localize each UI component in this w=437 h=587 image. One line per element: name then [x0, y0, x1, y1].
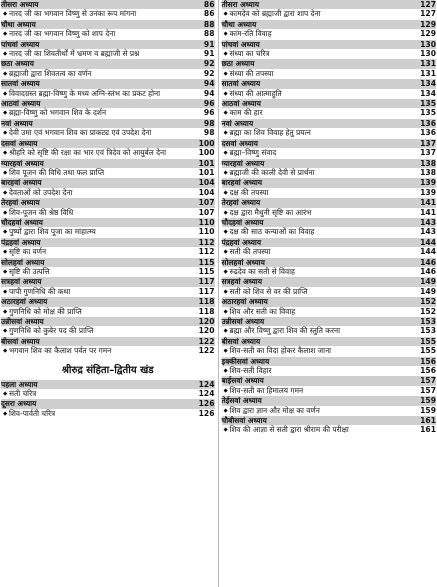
- chapter-topic: ◆ काम-रति विवाह: [224, 29, 419, 39]
- chapter-topic: ◆ सृष्टि की उत्पत्ति: [3, 267, 197, 277]
- chapter-title: सोलहवां अध्याय: [1, 257, 45, 267]
- chapter-topic: ◆ शिव की आज्ञा से सती द्वारा श्रीराम की परीक्षा: [224, 425, 419, 435]
- page-number: 91: [203, 39, 215, 49]
- page-number: 88: [203, 29, 215, 39]
- chapter-heading-row: [1, 337, 215, 346]
- page-number: 157: [420, 385, 436, 395]
- chapter-heading-row: [222, 159, 437, 168]
- chapter-topic: ◆ सती को शिव से वर की प्राप्ति: [224, 287, 419, 297]
- chapter-heading-row: [1, 20, 215, 29]
- chapter-topic-row: [1, 227, 215, 237]
- page-number: 137: [420, 138, 436, 148]
- page-number: 91: [203, 49, 215, 59]
- chapter-heading-row: [1, 297, 215, 306]
- page-number: 129: [420, 19, 436, 29]
- chapter-heading-row: [222, 79, 437, 88]
- page-number: 159: [420, 405, 436, 415]
- chapter-topic-row: [222, 366, 437, 376]
- chapter-title: चौथा अध्याय: [1, 19, 36, 29]
- page-number: 153: [420, 326, 436, 336]
- page-number: 115: [198, 266, 215, 276]
- chapter-title: पांचवां अध्याय: [1, 39, 40, 49]
- chapter-title: पंद्रहवां अध्याय: [221, 237, 262, 247]
- page-number: 156: [420, 366, 436, 376]
- chapter-heading-row: [1, 218, 215, 227]
- chapter-topic: ◆ शिव-सती का विदा होकर कैलाश जाना: [224, 346, 419, 356]
- chapter-topic: ◆ संध्या की आत्माहुति: [224, 89, 419, 99]
- chapter-heading-row: [1, 399, 215, 408]
- chapter-topic: ◆ दक्ष द्वारा मैथुनी सृष्टि का आरंभ: [224, 208, 419, 218]
- chapter-heading-row: [1, 159, 215, 168]
- chapter-topic-row: [222, 346, 437, 356]
- chapter-topic: ◆ देवी उमा एवं भगवान शिव का प्राकट्य एवं उपदेश देना: [3, 128, 197, 138]
- chapter-topic-row: [1, 108, 215, 118]
- chapter-topic-row: [1, 168, 215, 178]
- chapter-title: ग्यारहवां अध्याय: [1, 158, 44, 168]
- chapter-topic: ◆ सृष्टि का वर्णन: [3, 247, 197, 257]
- chapter-topic: ◆ शिव-सती का हिमालय गमन: [224, 386, 419, 396]
- page-number: 149: [420, 286, 436, 296]
- chapter-topic-row: [1, 9, 215, 19]
- chapter-heading-row: [1, 380, 215, 389]
- chapter-title: बारहवां अध्याय: [221, 178, 263, 188]
- page-number: 149: [420, 277, 436, 287]
- chapter-title: तीसरा अध्याय: [221, 0, 260, 9]
- chapter-title: ग्यारहवां अध्याय: [221, 158, 265, 168]
- chapter-topic-row: [222, 307, 437, 317]
- chapter-heading-row: [222, 20, 437, 29]
- chapter-topic: ◆ कामदेव को ब्रह्माजी द्वारा शाप देना: [224, 9, 419, 19]
- page-number: 137: [420, 148, 436, 158]
- chapter-topic: ◆ संध्या की तपस्या: [224, 69, 419, 79]
- page-number: 122: [198, 346, 215, 356]
- page-number: 138: [420, 158, 436, 168]
- chapter-topic-row: [1, 128, 215, 138]
- chapter-heading-row: [1, 79, 215, 88]
- chapter-heading-row: [222, 258, 437, 267]
- chapter-topic-row: [222, 227, 437, 237]
- page-number: 141: [420, 207, 436, 217]
- chapter-heading-row: [222, 178, 437, 187]
- chapter-title: नवां अध्याय: [1, 118, 33, 128]
- chapter-heading-row: [1, 40, 215, 49]
- chapter-heading-row: [1, 99, 215, 108]
- chapter-topic-row: [1, 267, 215, 277]
- chapter-heading-row: [1, 59, 215, 68]
- chapter-title: बीसवां अध्याय: [1, 336, 40, 346]
- chapter-topic: ◆ विवादग्रस्त ब्रह्मा-विष्णु के मध्य अग्नि-स्तंभ का प्रकट होना: [3, 89, 197, 99]
- chapter-heading-row: [1, 258, 215, 267]
- toc-list-left-section2: [1, 380, 215, 420]
- chapter-topic: ◆ शिव-पूजन की श्रेष्ठ विधि: [3, 208, 197, 218]
- chapter-topic: ◆ काम की हार: [224, 108, 419, 118]
- chapter-topic-row: [1, 188, 215, 198]
- chapter-title: बाईसवां अध्याय: [221, 376, 264, 386]
- toc-right-column: [219, 0, 437, 587]
- chapter-title: चौदहवां अध्याय: [1, 217, 43, 227]
- chapter-topic: ◆ दक्ष की तपस्या: [224, 188, 419, 198]
- chapter-topic: ◆ भगवान शिव का कैलाश पर्वत पर गमन: [3, 346, 197, 356]
- chapter-title: छठा अध्याय: [1, 59, 34, 69]
- chapter-heading-row: [222, 139, 437, 148]
- chapter-title: दसवां अध्याय: [221, 138, 258, 148]
- page-number: 112: [198, 237, 215, 247]
- chapter-topic-row: [1, 346, 215, 356]
- chapter-heading-row: [222, 40, 437, 49]
- page-number: 122: [198, 336, 215, 346]
- page-number: 104: [198, 187, 215, 197]
- chapter-topic-row: [1, 208, 215, 218]
- chapter-topic-row: [1, 148, 215, 158]
- chapter-topic-row: [222, 108, 437, 118]
- page-number: 136: [420, 118, 436, 128]
- chapter-topic: ◆ शिव द्वारा ज्ञान और मोक्ष का वर्णन: [224, 406, 419, 416]
- chapter-topic: ◆ नारद जी का शिवतीर्थों में भ्रमण व ब्रह्माजी से प्रश्न: [3, 49, 197, 59]
- chapter-title: उन्नीसवां अध्याय: [221, 317, 265, 326]
- chapter-topic: ◆ पापी गुणनिधि की कथा: [3, 287, 197, 297]
- chapter-topic-row: [222, 168, 437, 178]
- page-number: 118: [198, 297, 215, 307]
- page-number: 110: [198, 227, 215, 237]
- chapter-topic-row: [222, 9, 437, 19]
- chapter-heading-row: [1, 238, 215, 247]
- chapter-topic-row: [1, 89, 215, 99]
- chapter-topic: ◆ सती चरित्र: [3, 389, 197, 399]
- chapter-topic-row: [222, 49, 437, 59]
- chapter-topic: ◆ ब्रह्मा–विष्णु संवाद: [224, 148, 419, 158]
- chapter-title: सत्रहवां अध्याय: [1, 277, 42, 287]
- chapter-topic: ◆ रुद्रदेव का सती से विवाह: [224, 267, 419, 277]
- page-number: 131: [420, 68, 436, 78]
- page-number: 156: [420, 356, 436, 366]
- page-number: 88: [203, 19, 215, 29]
- page-number: 131: [420, 59, 436, 69]
- chapter-topic-row: [222, 287, 437, 297]
- page-number: 92: [203, 68, 215, 78]
- page-number: 139: [420, 187, 436, 197]
- page-number: 96: [203, 108, 215, 118]
- chapter-topic-row: [1, 287, 215, 297]
- page-number: 96: [203, 99, 215, 109]
- page-number: 101: [198, 158, 215, 168]
- chapter-title: सत्रहवां अध्याय: [221, 277, 263, 287]
- page-number: 152: [420, 297, 436, 307]
- chapter-title: चौबीसवां अध्याय: [221, 416, 267, 426]
- chapter-topic-row: [222, 89, 437, 99]
- chapter-heading-row: [1, 317, 215, 326]
- page-number: 135: [420, 108, 436, 118]
- page-number: 124: [198, 379, 215, 389]
- page-number: 143: [420, 227, 436, 237]
- chapter-topic-row: [222, 326, 437, 336]
- page-number: 161: [420, 425, 436, 435]
- chapter-title: आठवां अध्याय: [1, 99, 41, 109]
- page-number: 127: [420, 0, 436, 9]
- chapter-topic: ◆ नारद जी का भगवान विष्णु से उनका रूप मांगना: [3, 9, 197, 19]
- page-number: 98: [203, 118, 215, 128]
- chapter-title: तेईसवां अध्याय: [221, 396, 262, 406]
- page-number: 86: [203, 9, 215, 19]
- chapter-heading-row: [222, 396, 437, 405]
- page-number: 155: [420, 346, 436, 356]
- chapter-topic-row: [222, 386, 437, 396]
- chapter-topic: ◆ गुणनिधि को कुबेर पद की प्राप्ति: [3, 326, 197, 336]
- page-number: 127: [420, 9, 436, 19]
- chapter-topic-row: [1, 409, 215, 419]
- page-number: 134: [420, 88, 436, 98]
- chapter-title: तेरहवां अध्याय: [1, 198, 40, 208]
- chapter-topic: ◆ शिव-सती विहार: [224, 366, 419, 376]
- chapter-topic: ◆ ब्रह्माजी की काली देवी से प्रार्थना: [224, 168, 419, 178]
- chapter-topic-row: [1, 49, 215, 59]
- section-title: श्रीरुद्र संहिता–द्वितीय खंड: [61, 364, 154, 376]
- chapter-title: सातवां अध्याय: [1, 79, 40, 89]
- chapter-heading-row: [222, 376, 437, 385]
- page-number: 100: [198, 138, 215, 148]
- chapter-title: सातवां अध्याय: [221, 79, 261, 89]
- page-number: 117: [198, 286, 215, 296]
- page-number: 94: [203, 79, 215, 89]
- page-number: 120: [198, 326, 215, 336]
- chapter-topic-row: [1, 326, 215, 336]
- chapter-heading-row: [222, 238, 437, 247]
- chapter-topic: ◆ शिव-पार्वती चरित्र: [3, 409, 197, 419]
- page-number: 126: [198, 399, 215, 409]
- page-number: 153: [420, 317, 436, 326]
- page-number: 144: [420, 237, 436, 247]
- page-number: 134: [420, 79, 436, 89]
- page-number: 86: [203, 0, 215, 9]
- chapter-title: दूसरा अध्याय: [1, 399, 37, 409]
- chapter-title: अठारहवां अध्याय: [221, 297, 268, 307]
- chapter-topic: ◆ सती की तपस्या: [224, 247, 419, 257]
- chapter-heading-row: [1, 119, 215, 128]
- chapter-title: बीसवां अध्याय: [221, 336, 261, 346]
- page-number: 120: [198, 317, 215, 326]
- page-number: 141: [420, 198, 436, 208]
- chapter-topic: ◆ दक्ष की साठ कन्याओं का विवाह: [224, 227, 419, 237]
- page-number: 155: [420, 336, 436, 346]
- page-number: 139: [420, 178, 436, 188]
- page-number: 161: [420, 416, 436, 426]
- page-number: 101: [198, 167, 215, 177]
- chapter-topic: ◆ ब्रह्मा-विष्णु को भगवान शिव के दर्शन: [3, 108, 197, 118]
- page-number: 136: [420, 128, 436, 138]
- chapter-heading-row: [222, 59, 437, 68]
- chapter-title: अठारहवां अध्याय: [1, 297, 48, 307]
- chapter-topic: ◆ पुष्पों द्वारा शिव पूजा का माहात्म्य: [3, 227, 197, 237]
- chapter-topic: ◆ ब्रह्मा का शिव विवाह हेतु प्रयत्न: [224, 128, 419, 138]
- chapter-title: चौदहवां अध्याय: [221, 217, 264, 227]
- chapter-heading-row: [222, 198, 437, 207]
- chapter-topic-row: [1, 307, 215, 317]
- chapter-topic: ◆ गुणनिधि को मोक्ष की प्राप्ति: [3, 307, 197, 317]
- chapter-heading-row: [222, 297, 437, 306]
- page-number: 110: [198, 217, 215, 227]
- chapter-topic-row: [1, 29, 215, 39]
- page-number: 126: [198, 408, 215, 418]
- page-number: 152: [420, 306, 436, 316]
- chapter-title: तेरहवां अध्याय: [221, 198, 261, 208]
- chapter-title: सोलहवां अध्याय: [221, 257, 265, 267]
- chapter-topic: ◆ नारद जी का भगवान विष्णु को शाप देना: [3, 29, 197, 39]
- page-number: 98: [203, 128, 215, 138]
- page-number: 117: [198, 277, 215, 287]
- page-number: 107: [198, 207, 215, 217]
- page-number: 100: [198, 148, 215, 158]
- chapter-title: पहला अध्याय: [1, 379, 38, 389]
- page-number: 159: [420, 396, 436, 406]
- chapter-topic-row: [222, 128, 437, 138]
- chapter-title: दसवां अध्याय: [1, 138, 38, 148]
- page-number: 146: [420, 257, 436, 267]
- chapter-title: छठा अध्याय: [221, 59, 255, 69]
- chapter-title: तीसरा अध्याय: [1, 0, 39, 9]
- chapter-topic-row: [222, 148, 437, 158]
- chapter-topic: ◆ संध्या का चरित्र: [224, 49, 419, 59]
- chapter-heading-row: [222, 416, 437, 425]
- chapter-topic-row: [222, 267, 437, 277]
- chapter-title: उन्नीसवां अध्याय: [1, 317, 44, 326]
- chapter-title: नवां अध्याय: [221, 118, 254, 128]
- chapter-topic-row: [222, 208, 437, 218]
- chapter-heading-row: [222, 99, 437, 108]
- page-number: 115: [198, 257, 215, 267]
- page-number: 112: [198, 247, 215, 257]
- chapter-heading-row: [222, 357, 437, 366]
- page-number: 129: [420, 29, 436, 39]
- page-number: 143: [420, 217, 436, 227]
- chapter-title: पांचवां अध्याय: [221, 39, 260, 49]
- chapter-heading-row: [1, 139, 215, 148]
- page-number: 138: [420, 167, 436, 177]
- chapter-title: बारहवां अध्याय: [1, 178, 42, 188]
- chapter-topic-row: [222, 29, 437, 39]
- page-number: 130: [420, 39, 436, 49]
- page-number: 146: [420, 266, 436, 276]
- chapter-topic-row: [222, 406, 437, 416]
- chapter-topic: ◆ ब्रह्माजी द्वारा शिवतत्व का वर्णन: [3, 69, 197, 79]
- toc-list-left: [1, 0, 215, 357]
- chapter-topic-row: [1, 69, 215, 79]
- chapter-topic: ◆ शिव पूजन की विधि तथा फल प्राप्ति: [3, 168, 197, 178]
- chapter-topic: ◆ देवताओं को उपदेश देना: [3, 188, 197, 198]
- page-number: 124: [198, 389, 215, 399]
- chapter-topic: ◆ शिव और सती का विवाह: [224, 307, 419, 317]
- chapter-title: इक्कीसवां अध्याय: [221, 356, 270, 366]
- chapter-heading-row: [1, 178, 215, 187]
- chapter-heading-row: [222, 218, 437, 227]
- page-number: 118: [198, 306, 215, 316]
- page-number: 130: [420, 49, 436, 59]
- chapter-title: चौथा अध्याय: [221, 19, 257, 29]
- chapter-topic-row: [1, 247, 215, 257]
- page-number: 94: [203, 88, 215, 98]
- chapter-heading-row: [222, 277, 437, 286]
- chapter-heading-row: [222, 317, 437, 326]
- page-number: 104: [198, 178, 215, 188]
- chapter-heading-row: [1, 198, 215, 207]
- chapter-topic-row: [222, 188, 437, 198]
- chapter-heading-row: [1, 277, 215, 286]
- page-number: 144: [420, 247, 436, 257]
- chapter-heading-row: [222, 337, 437, 346]
- toc-list-right: [222, 0, 437, 436]
- chapter-topic-row: [222, 69, 437, 79]
- chapter-heading-row: [222, 119, 437, 128]
- chapter-heading-row: [1, 0, 215, 9]
- chapter-title: पंद्रहवां अध्याय: [1, 237, 41, 247]
- page-number: 135: [420, 99, 436, 109]
- page-number: 92: [203, 59, 215, 69]
- chapter-topic-row: [222, 247, 437, 257]
- chapter-topic-row: [222, 425, 437, 435]
- page-number: 107: [198, 198, 215, 208]
- page-number: 157: [420, 376, 436, 386]
- chapter-topic-row: [1, 389, 215, 399]
- chapter-heading-row: [222, 0, 437, 9]
- chapter-topic: ◆ श्रीहरि को सृष्टि की रक्षा का भार एवं त्रिदेव को आयुर्बल देना: [3, 148, 197, 158]
- chapter-topic: ◆ ब्रह्मा और विष्णु द्वारा शिव की स्तुति करना: [224, 326, 419, 336]
- chapter-title: आठवां अध्याय: [221, 99, 261, 109]
